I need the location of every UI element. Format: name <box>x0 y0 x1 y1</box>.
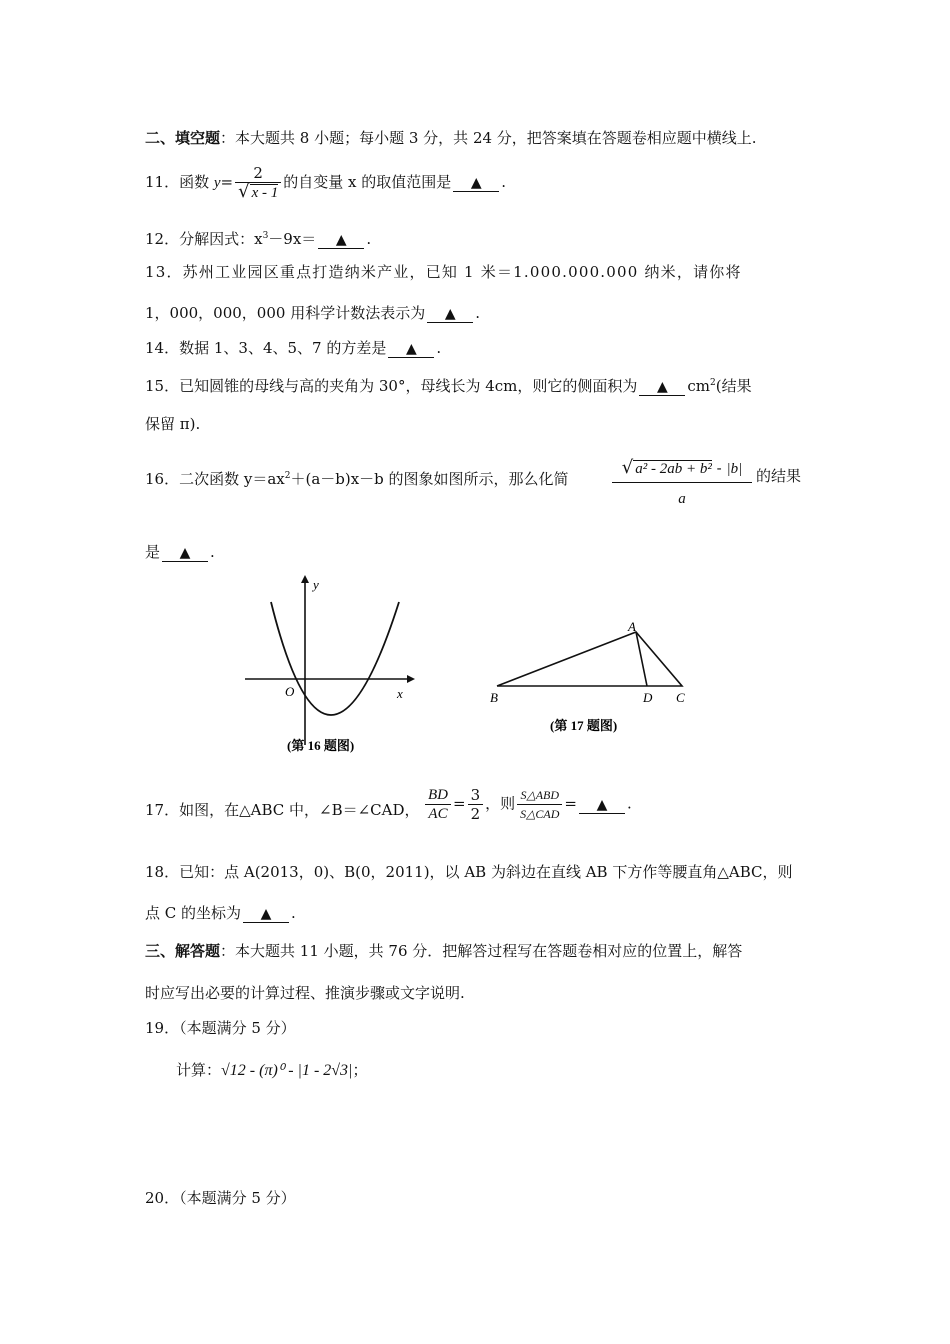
q16-mid: ＋(a－b)x－b 的图象如图所示，那么化简 <box>290 470 569 488</box>
question-16-line2 <box>145 542 215 562</box>
q17-f1-den: AC <box>428 806 448 822</box>
q19-calc-label: 计算： <box>176 1061 222 1079</box>
question-19-calc <box>176 1060 367 1081</box>
q17-text: 17．如图，在△ABC 中，∠B＝∠CAD， <box>145 801 420 819</box>
answer-blank[interactable]: ▲ <box>388 341 434 358</box>
q15-unit-sup: 2 <box>710 378 716 388</box>
q19-expression: √12 - (π)⁰ - |1 - 2√3| <box>221 1062 353 1079</box>
segment-ad <box>636 632 647 686</box>
label-b: B <box>490 690 498 705</box>
q11-text: 的自变量 x 的取值范围是 <box>283 173 452 191</box>
x-axis-arrow <box>407 675 415 683</box>
q17-formula <box>423 786 632 823</box>
q17-then: ，则 <box>485 794 516 813</box>
answer-blank[interactable]: ▲ <box>162 545 208 562</box>
question-20-title: 20．（本题满分 5 分） <box>145 1189 296 1207</box>
q15-unit: cm <box>687 377 711 395</box>
question-16-line1 <box>145 466 569 489</box>
figure-17-triangle <box>480 618 700 738</box>
q13-text: 1，000，000，000 用科学计数法表示为 <box>145 304 426 322</box>
q17-f2-den: 2 <box>470 805 481 823</box>
q11-prefix: 11．函数 <box>145 173 210 191</box>
q11-radicand: x - 1 <box>251 185 279 201</box>
q17-s-den: S△CAD <box>520 807 560 821</box>
q15-tail: (结果 <box>715 377 752 395</box>
q17-end: . <box>626 794 632 813</box>
section2-heading <box>145 128 757 148</box>
y-axis-arrow <box>301 575 309 583</box>
label-x: x <box>397 686 403 701</box>
q11-end: . <box>501 173 507 191</box>
q11-eq: = <box>220 173 234 191</box>
section3-title: 三、解答题 <box>145 942 221 960</box>
section3-heading <box>145 941 742 961</box>
q12-sup: 3 <box>262 231 269 241</box>
question-18-line2 <box>145 903 296 923</box>
q18-end: . <box>291 904 296 922</box>
figure-16-graph <box>235 575 425 760</box>
q17-frac-3-2 <box>468 786 484 823</box>
q17-f2-num: 3 <box>468 786 484 805</box>
section2-title: 二、填空题 <box>145 129 221 147</box>
answer-blank[interactable]: ▲ <box>318 232 364 249</box>
triangle-abc <box>497 632 682 686</box>
q17-frac-areas <box>517 786 562 823</box>
q15-text: 15．已知圆锥的母线与高的夹角为 30°，母线长为 4cm，则它的侧面积为 <box>145 377 638 395</box>
label-y: y <box>313 577 319 592</box>
question-13-line1: 13．苏州工业园区重点打造纳米产业，已知 1 米＝1.000.000.000 纳米，请你将 <box>145 263 742 281</box>
q14-text: 14．数据 1、3、4、5、7 的方差是 <box>145 339 387 357</box>
q11-var-y: y <box>213 175 221 191</box>
section2-desc: ：本大题共 8 小题；每小题 3 分，共 24 分，把答案填在答题卷相应题中横线上. <box>220 129 757 147</box>
q11-denominator: √ x - 1 <box>238 181 279 202</box>
answer-blank[interactable]: ▲ <box>243 906 289 923</box>
answer-blank[interactable]: ▲ <box>639 379 685 396</box>
q16-expr-abs: |b| <box>726 461 743 477</box>
question-19-title: 19．（本题满分 5 分） <box>145 1019 296 1037</box>
q19-end: ； <box>352 1061 368 1079</box>
q17-s-num: S△ABD <box>517 786 562 805</box>
q16-end: . <box>210 543 215 561</box>
q16-prefix: 16．二次函数 y＝ax <box>145 470 285 488</box>
section3-desc: ：本大题共 11 小题，共 76 分．把解答过程写在答题卷相对应的位置上，解答 <box>220 942 743 960</box>
q18-text: 点 C 的坐标为 <box>145 904 242 922</box>
q13-end: . <box>475 304 480 322</box>
label-c: C <box>676 690 685 705</box>
q16-post: 的结果 <box>756 467 802 485</box>
answer-blank[interactable]: ▲ <box>453 175 499 192</box>
question-12 <box>145 226 371 249</box>
question-15-line2: 保留 π). <box>145 415 201 433</box>
question-11 <box>145 164 506 202</box>
q11-numerator: 2 <box>235 164 281 183</box>
q16-sup: 2 <box>284 471 291 481</box>
q16-expression: √ a² - 2ab + b² - |b| a <box>612 458 752 509</box>
section3-line2: 时应写出必要的计算过程、推演步骤或文字说明. <box>145 984 465 1002</box>
q17-eq2: = <box>564 794 577 813</box>
label-d: D <box>643 690 653 705</box>
label-o: O <box>285 684 295 699</box>
question-18-line1: 18．已知：点 A(2013，0)、B(0，2011)，以 AB 为斜边在直线 AB 下方作等腰直角△ABC，则 <box>145 863 793 881</box>
answer-blank[interactable]: ▲ <box>427 306 473 323</box>
q16-expr-radicand: a² - 2ab + b² <box>635 461 712 477</box>
question-15-line1 <box>145 373 752 396</box>
q17-eq: = <box>453 794 466 813</box>
question-17 <box>145 800 420 820</box>
q17-frac-bd-ac <box>425 786 451 823</box>
q12-end: . <box>366 230 372 248</box>
q17-f1-num: BD <box>425 786 451 805</box>
answer-blank[interactable]: ▲ <box>579 797 625 814</box>
label-a: A <box>628 619 636 634</box>
q12-mid: －9x＝ <box>268 230 317 248</box>
q16-expr-denominator: a <box>678 491 686 507</box>
q14-end: . <box>436 339 442 357</box>
question-13-line2 <box>145 303 480 323</box>
question-14 <box>145 338 441 358</box>
figure-17-caption: (第 17 题图) <box>550 718 618 733</box>
q12-prefix: 12．分解因式：x <box>145 230 263 248</box>
figure-16-caption: (第 16 题图) <box>287 738 355 753</box>
q11-fraction <box>235 164 281 202</box>
q16-line2-text: 是 <box>145 543 161 561</box>
